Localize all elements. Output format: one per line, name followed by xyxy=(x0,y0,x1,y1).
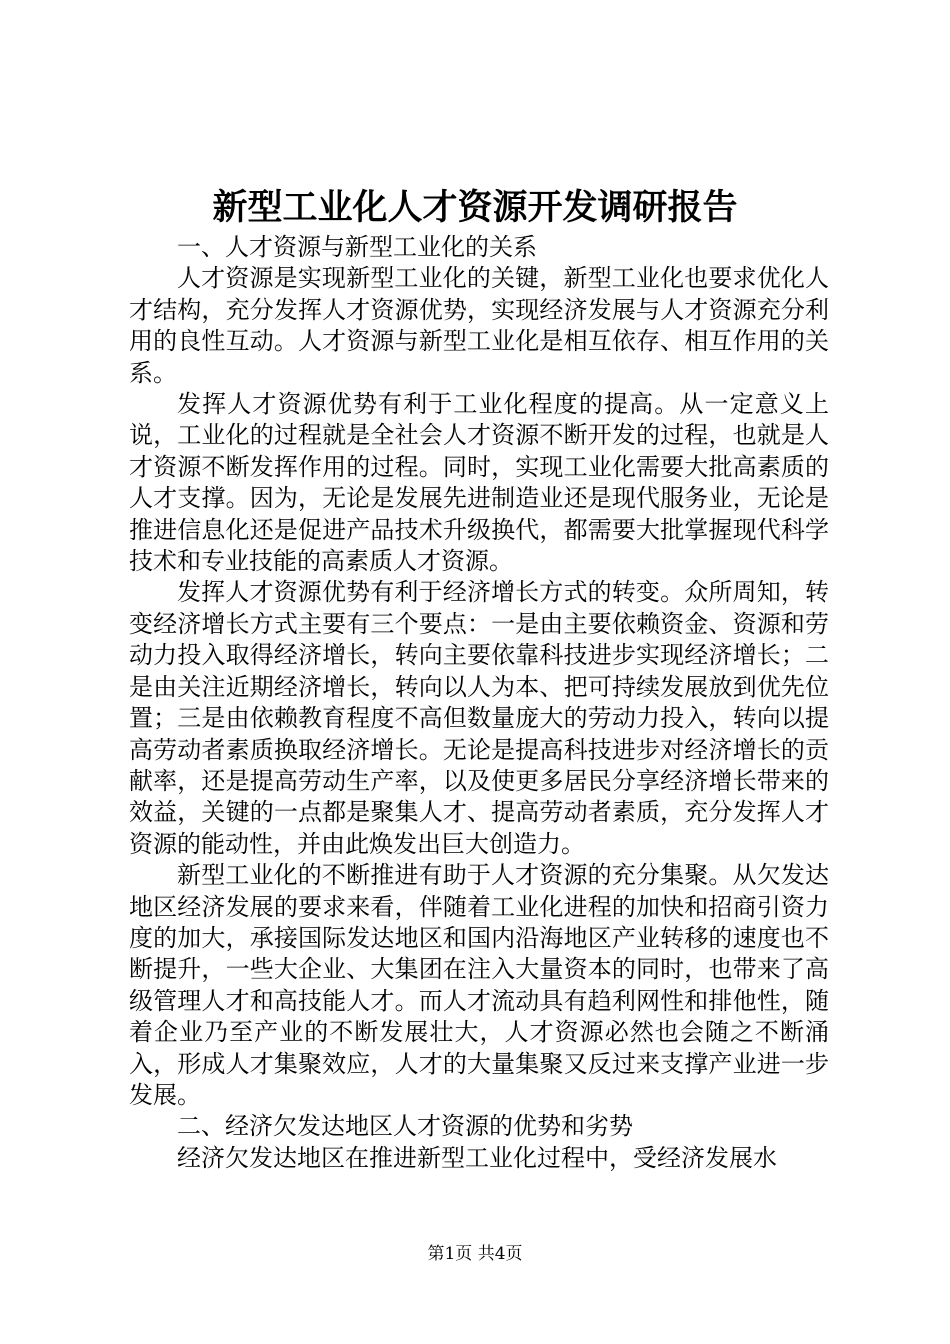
paragraph-3: 发挥人才资源优势有利于经济增长方式的转变。众所周知，转变经济增长方式主要有三个要点：一是由主要依赖资金、资源和劳动力投入取得经济增长，转向主要依靠科技进步实现经济增长；二是由关注近期经济增长，转向以人为本、把可持续发展放到优先位置；三是由依赖教育程度不高但数量庞大的劳动力投入，转向以提高劳动者素质换取经济增长。无论是提高科技进步对经济增长的贡献率，还是提高劳动生产率，以及使更多居民分享经济增长带来的效益，关键的一点都是聚集人才、提高劳动者素质，充分发挥人才资源的能动性，并由此焕发出巨大创造力。 xyxy=(129,578,829,858)
paragraph-4: 新型工业化的不断推进有助于人才资源的充分集聚。从欠发达地区经济发展的要求来看，伴随着工业化进程的加快和招商引资力度的加大，承接国际发达地区和国内沿海地区产业转移的速度也不断提升，一些大企业、大集团在注入大量资本的同时，也带来了高级管理人才和高技能人才。而人才流动具有趋利网性和排他性，随着企业乃至产业的不断发展壮大，人才资源必然也会随之不断涌入，形成人才集聚效应，人才的大量集聚又反过来支撑产业进一步发展。 xyxy=(129,861,829,1109)
paragraph-1: 人才资源是实现新型工业化的关键，新型工业化也要求优化人才结构，充分发挥人才资源优势，实现经济发展与人才资源充分利用的良性互动。人才资源与新型工业化是相互依存、相互作用的关系。 xyxy=(129,264,829,387)
document-body xyxy=(129,232,829,1174)
paragraph-5: 经济欠发达地区在推进新型工业化过程中，受经济发展水 xyxy=(177,1143,777,1172)
page-footer: 第1页 共4页 xyxy=(427,1244,523,1264)
section-heading-2: 二、经济欠发达地区人才资源的优势和劣势 xyxy=(177,1112,633,1141)
paragraph-2: 发挥人才资源优势有利于工业化程度的提高。从一定意义上说，工业化的过程就是全社会人才资源不断开发的过程，也就是人才资源不断发挥作用的过程。同时，实现工业化需要大批高素质的人才支撑。因为，无论是发展先进制造业还是现代服务业，无论是推进信息化还是促进产品技术升级换代，都需要大批掌握现代科学技术和专业技能的高素质人才资源。 xyxy=(129,390,829,576)
document-title: 新型工业化人才资源开发调研报告 xyxy=(212,187,738,228)
section-heading-1: 一、人才资源与新型工业化的关系 xyxy=(177,233,537,261)
